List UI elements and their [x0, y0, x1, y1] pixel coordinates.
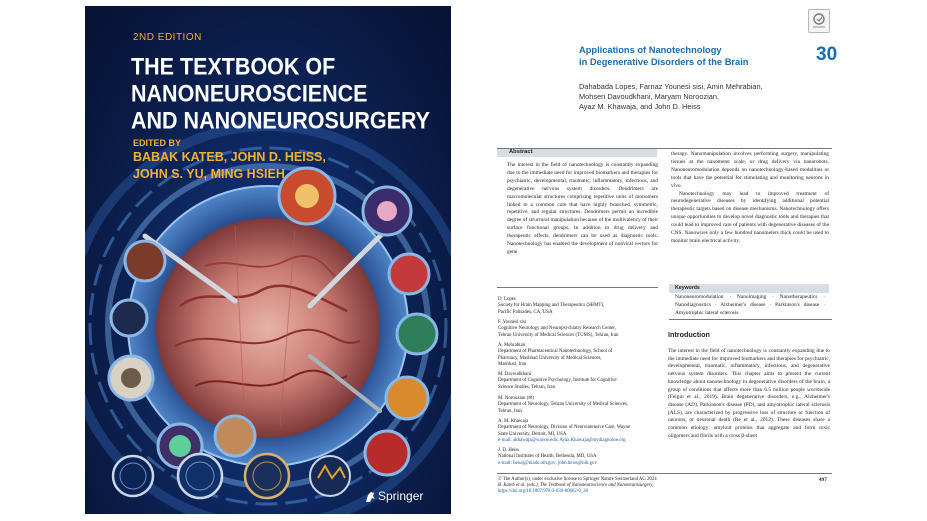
introduction-heading: Introduction [668, 330, 710, 339]
abstract-right-p1: therapy. Nanomanipulation involves performing surgery, manipulating tissues at the nanometer scale, or drug delivery via nanorobots. Nanoneuromodulation depends on nanotechnology-based modalities or tools that have the potential for stimulating and monitoring neurons in vivo. [671, 151, 829, 189]
keywords-bottom-rule [669, 319, 832, 320]
chapter-title-line-2: in Degenerative Disorders of the Brain [579, 57, 749, 67]
page-number: 497 [819, 477, 827, 483]
abstract-heading: Abstract [497, 148, 657, 157]
affiliation-name: F. Younesi sisi [498, 320, 527, 325]
affiliation-line: Department of Cognitive Psychology, Institute for Cognitive [498, 378, 617, 384]
affiliation-davoudkhani [498, 372, 658, 391]
abstract-left-text: The interest in the field of nanotechnology is constantly expanding due to the immediate need for improved biomarkers and therapies for psychiatric, developmental, traumatic, inflammatory, infectious, and degenerative nervous system disorders. Dendrimers are macromolecular structures comprising repetitive units of monomers linked to a common core that have highly branched, symmetric, repetitive, and regular structures. Dendrimers permit an incredible degree of structural manipulation because of the multivalency of their surface functional groups. In addition to drug delivery and therapeutic effects, dendrimers can be used as diagnostic tools. Nanotechnology has enabled the development of nonviral vectors for gene [507, 162, 658, 255]
affiliation-lopes [498, 297, 658, 316]
email-link[interactable]: e-mail: heissj@ninds.nih.gov; john.heiss@nih.gov [498, 460, 597, 466]
affiliation-line: Tehran, Iran [498, 408, 522, 414]
affiliation-name: M. Davoudkhani [498, 372, 532, 377]
abstract-top-rule [497, 148, 832, 149]
affiliation-line: Cognitive Neurology and Neuropsychiatry Research Center, [498, 326, 616, 332]
affiliation-khawaja [498, 419, 658, 445]
email-link[interactable]: e-mail: akhawaja@wayne.edu; Ayaz.Khawaja@mydiagnome.org [498, 438, 626, 444]
cover-title-line-3: AND NANONEUROSURGERY [131, 107, 431, 134]
affiliation-line: National Institutes of Health, Bethesda, MD, USA [498, 454, 597, 460]
publisher-logo-text: Springer [378, 489, 424, 503]
cover-editors-line-1: BABAK KATEB, JOHN D. HEISS, [133, 150, 326, 164]
affiliation-line: State University, Detroit, MI, USA [498, 431, 567, 437]
affiliation-name: J. D. Heiss [498, 448, 520, 453]
cover-title-line-2: NANONEUROSCIENCE [131, 80, 368, 107]
keywords-text: Nanoneuromodulation · Nanoimaging · Nanotherapeutics · Nanodiagnostics · Alzheimer's disease · Parkinson's disease · Amyotrophic lateral sclerosis [675, 294, 825, 316]
chapter-number: 30 [816, 44, 838, 65]
introduction-text: The interest in the field of nanotechnology is constantly expanding due to the immediate need for improved biomarkers and therapies for psychiatric, developmental, traumatic, inflammatory, infectious, and degenerative nervous system disorders. This chapter aims to present the current knowledge about nanotechnology in degenerative disorders of the brain, a group of conditions that affects more than 6.5 million people worldwide (Feigin et al., 2019). Brain degenerative disorders, e.g., Alzheimer's disease (AD), Parkinson's disease (PD), and amyotrophic lateral sclerosis (ALS), are characterized by progressive loss of structure or function of neurons, or neuronal death (Re et al., 2012). These diseases share a common etiology: amyloid proteins that aggregate and form toxic oligomers and fibrils with a cross β-sheet [668, 348, 830, 439]
affiliation-line: Pharmacy, Mashhad University of Medical Sciences, [498, 355, 602, 361]
affiliation-younesi [498, 320, 658, 339]
abstract-bottom-rule [497, 287, 658, 288]
footer-rule [497, 473, 832, 474]
affiliation-line: Society for Brain Mapping and Therapeutics (SBMT), [498, 303, 605, 309]
affiliation-mehrabian [498, 343, 658, 369]
affiliation-line: Department of Neurology, Division of Neurointensive Care, Wayne [498, 425, 631, 431]
abstract-right-column [671, 151, 829, 246]
edition-label: 2ND EDITION [133, 32, 202, 43]
cover-editors-line-2: JOHN S. YU, MING HSIEH [133, 167, 285, 181]
footer-citation: B. Kateb et al. (eds.), The Textbook of Nanoneuroscience and Nanoneurosurgery, [498, 483, 654, 488]
affiliation-heiss [498, 448, 658, 467]
chapter-authors-line-3: Ayaz M. Khawaja, and John D. Heiss [579, 102, 701, 111]
check-for-updates-icon[interactable] [808, 9, 830, 33]
footer-copyright: © The Author(s), under exclusive license to Springer Nature Switzerland AG 2024 [498, 477, 657, 482]
cover-title-line-1: THE TEXTBOOK OF [131, 53, 336, 80]
affiliation-line: Pacific Palisades, CA, USA [498, 309, 553, 315]
affiliation-line: Mashhad, Iran [498, 362, 527, 368]
chapter-authors-line-1: Dahabada Lopes, Farnaz Younesi sisi, Amin Mehrabian, [579, 82, 763, 91]
keywords-heading: Keywords [669, 284, 829, 293]
chapter-title-line-1: Applications of Nanotechnology [579, 45, 722, 55]
affiliation-name: A. Mehrabian [498, 343, 526, 348]
affiliation-line: Department of Pharmaceutical Nanotechnology, School of [498, 349, 613, 355]
footer-doi-link[interactable]: https://doi.org/10.1007/978-3-030-80662-0_30 [498, 489, 588, 494]
book-cover [85, 6, 451, 514]
edited-by-label: EDITED BY [133, 138, 182, 148]
chapter-authors-line-2: Mohsen Davoudkhani, Maryam Noroozian, [579, 92, 720, 101]
abstract-right-p2: Nanotechnology may lead to improved treatment of neurodegenerative diseases by identifying additional potential therapeutic targets based on disease mechanisms. Nanotechnology offers unique opportunities to develop novel diagnostic tools and therapies that could lead to improved care of patients with degenerative diseases of the CNS. Nanowires only a few hundred nanometers thick could be used to monitor brain electrical activity. [671, 190, 829, 244]
affiliation-line: Science Studies, Tehran, Iran [498, 384, 556, 390]
affiliation-noroozian [498, 396, 658, 415]
abstract-left-column [507, 162, 658, 257]
springer-horse-icon [364, 490, 377, 503]
affiliation-name: M. Noroozian (✉) [498, 396, 535, 401]
affiliation-name: A. M. Khawaja [498, 419, 529, 424]
affiliation-line: Tehran University of Medical Sciences (TUMS), Tehran, Iran [498, 332, 619, 338]
affiliation-name: D. Lopes [498, 297, 516, 302]
affiliation-line: Department of Neurology, Tehran University of Medical Sciences, [498, 402, 629, 408]
